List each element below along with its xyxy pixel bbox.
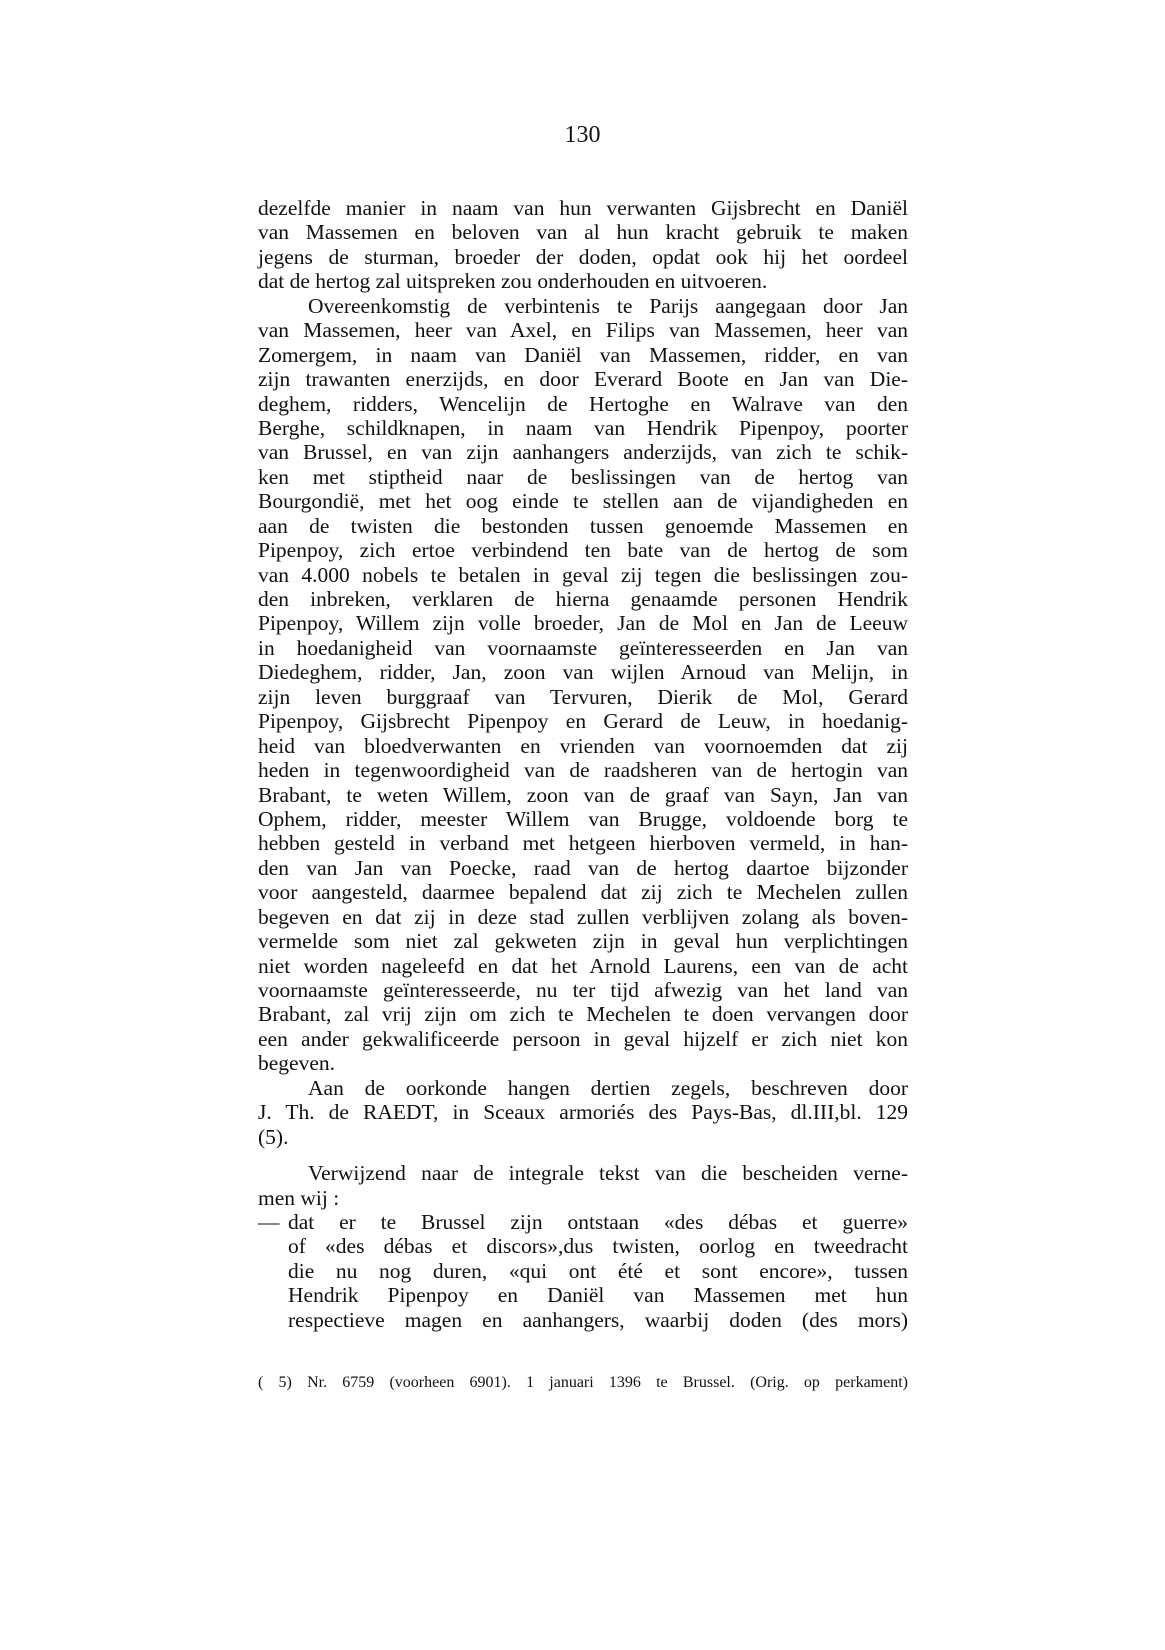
text-line: die nu nog duren, «qui ont été et sont encore», tussen [288, 1258, 908, 1283]
text-line: dat er te Brussel zijn ontstaan «des débas et guerre» [288, 1209, 908, 1234]
text-line: vermelde som niet zal gekweten zijn in geval hun verplichtingen [258, 929, 908, 954]
text-line: voornaamste geïnteresseerde, nu ter tijd afwezig van het land van [258, 978, 908, 1002]
text-line: heden in tegenwoordigheid van de raadsheren van de hertogin van [258, 758, 908, 783]
text-line: Zomergem, in naam van Daniël van Massemen, ridder, en van [258, 342, 908, 367]
text-line: men wij : [258, 1185, 340, 1210]
text-line: begeven. [258, 1051, 336, 1076]
paragraph-gap [258, 1149, 908, 1161]
text-line: hebben gesteld in verband met hetgeen hierboven vermeld, in han- [258, 831, 908, 856]
paragraph-3 [258, 1076, 908, 1149]
text-line: Ophem, ridder, meester Willem van Brugge, voldoende borg te [258, 806, 908, 831]
page-number: 130 [564, 122, 601, 148]
text-line: heid van bloedverwanten en vrienden van voornoemden dat zij [258, 733, 908, 758]
text-line: een ander gekwalificeerde persoon in geval hijzelf er zich niet kon [258, 1026, 908, 1051]
text-line: van 4.000 nobels te betalen in geval zij tegen die beslissingen zou- [258, 562, 908, 587]
text-line: Bourgondië, met het oog einde te stellen aan de vijandigheden en [258, 489, 908, 514]
text-line: Hendrik Pipenpoy en Daniël van Massemen met hun [288, 1283, 908, 1308]
dash-bullet: — [258, 1209, 280, 1234]
text-line: Diedeghem, ridder, Jan, zoon van wijlen Arnoud van Melijn, in [258, 660, 908, 685]
text-line: (5). [258, 1124, 289, 1149]
paragraph-4 [258, 1161, 908, 1210]
body-text [258, 196, 908, 1332]
text-line: Pipenpoy, Willem zijn volle broeder, Jan de Mol en Jan de Leeuw [258, 611, 908, 636]
text-line: zijn leven burggraaf van Tervuren, Dierik de Mol, Gerard [258, 684, 908, 709]
text-line: jegens de sturman, broeder der doden, opdat ook hij het oordeel [258, 244, 908, 269]
text-line: Verwijzend naar de integrale tekst van die bescheiden verne- [308, 1161, 908, 1186]
text-line: J. Th. de RAEDT, in Sceaux armoriés des Pays-Bas, dl.III,bl. 129 [258, 1100, 908, 1125]
text-line: begeven en dat zij in deze stad zullen verblijven zolang als boven- [258, 904, 908, 929]
footnote: ( 5) Nr. 6759 (voorheen 6901). 1 januari 1396 te Brussel. (Orig. op perkament) [258, 1374, 908, 1391]
text-line: Berghe, schildknapen, in naam van Hendrik Pipenpoy, poorter [258, 415, 908, 440]
text-line: zijn trawanten enerzijds, en door Everard Boote en Jan van Die- [258, 367, 908, 392]
text-line: van Brussel, en van zijn aanhangers anderzijds, van zich te schik- [258, 440, 908, 465]
text-line: niet worden nageleefd en dat het Arnold Laurens, een van de acht [258, 953, 908, 978]
text-line: ken met stiptheid naar de beslissingen van de hertog van [258, 464, 908, 489]
text-line: Pipenpoy, zich ertoe verbindend ten bate van de hertog de som [258, 538, 908, 563]
text-line: voor aangesteld, daarmee bepalend dat zij zich te Mechelen zullen [258, 880, 908, 905]
text-line: dezelfde manier in naam van hun verwanten Gijsbrecht en Daniël [258, 196, 908, 220]
text-line: respectieve magen en aanhangers, waarbij doden (des mors) [288, 1307, 908, 1332]
text-line: Brabant, zal vrij zijn om zich te Mechelen te doen vervangen door [258, 1002, 908, 1027]
text-line: Overeenkomstig de verbintenis te Parijs aangegaan door Jan [308, 293, 908, 318]
text-line: Aan de oorkonde hangen dertien zegels, beschreven door [308, 1075, 908, 1100]
text-line: deghem, ridders, Wencelijn de Hertoghe en Walrave van den [258, 391, 908, 416]
text-line: den inbreken, verklaren de hierna genaamde personen Hendrik [258, 587, 908, 611]
text-line: Pipenpoy, Gijsbrecht Pipenpoy en Gerard de Leuw, in hoedanig- [258, 709, 908, 734]
text-line: in hoedanigheid van voornaamste geïnteresseerden en Jan van [258, 635, 908, 660]
text-line: Brabant, te weten Willem, zoon van de graaf van Sayn, Jan van [258, 782, 908, 807]
paragraph-1 [258, 196, 908, 294]
text-line: aan de twisten die bestonden tussen genoemde Massemen en [258, 513, 908, 538]
text-line: dat de hertog zal uitspreken zou onderhouden en uitvoeren. [258, 269, 768, 294]
list-item-body [258, 1210, 908, 1332]
list-item [258, 1210, 908, 1332]
text-line: of «des débas et discors»,dus twisten, oorlog en tweedracht [288, 1234, 908, 1259]
text-line: van Massemen en beloven van al hun kracht gebruik te maken [258, 220, 908, 245]
text-line: van Massemen, heer van Axel, en Filips van Massemen, heer van [258, 318, 908, 343]
paragraph-2 [258, 294, 908, 1076]
text-line: den van Jan van Poecke, raad van de hertog daartoe bijzonder [258, 855, 908, 880]
